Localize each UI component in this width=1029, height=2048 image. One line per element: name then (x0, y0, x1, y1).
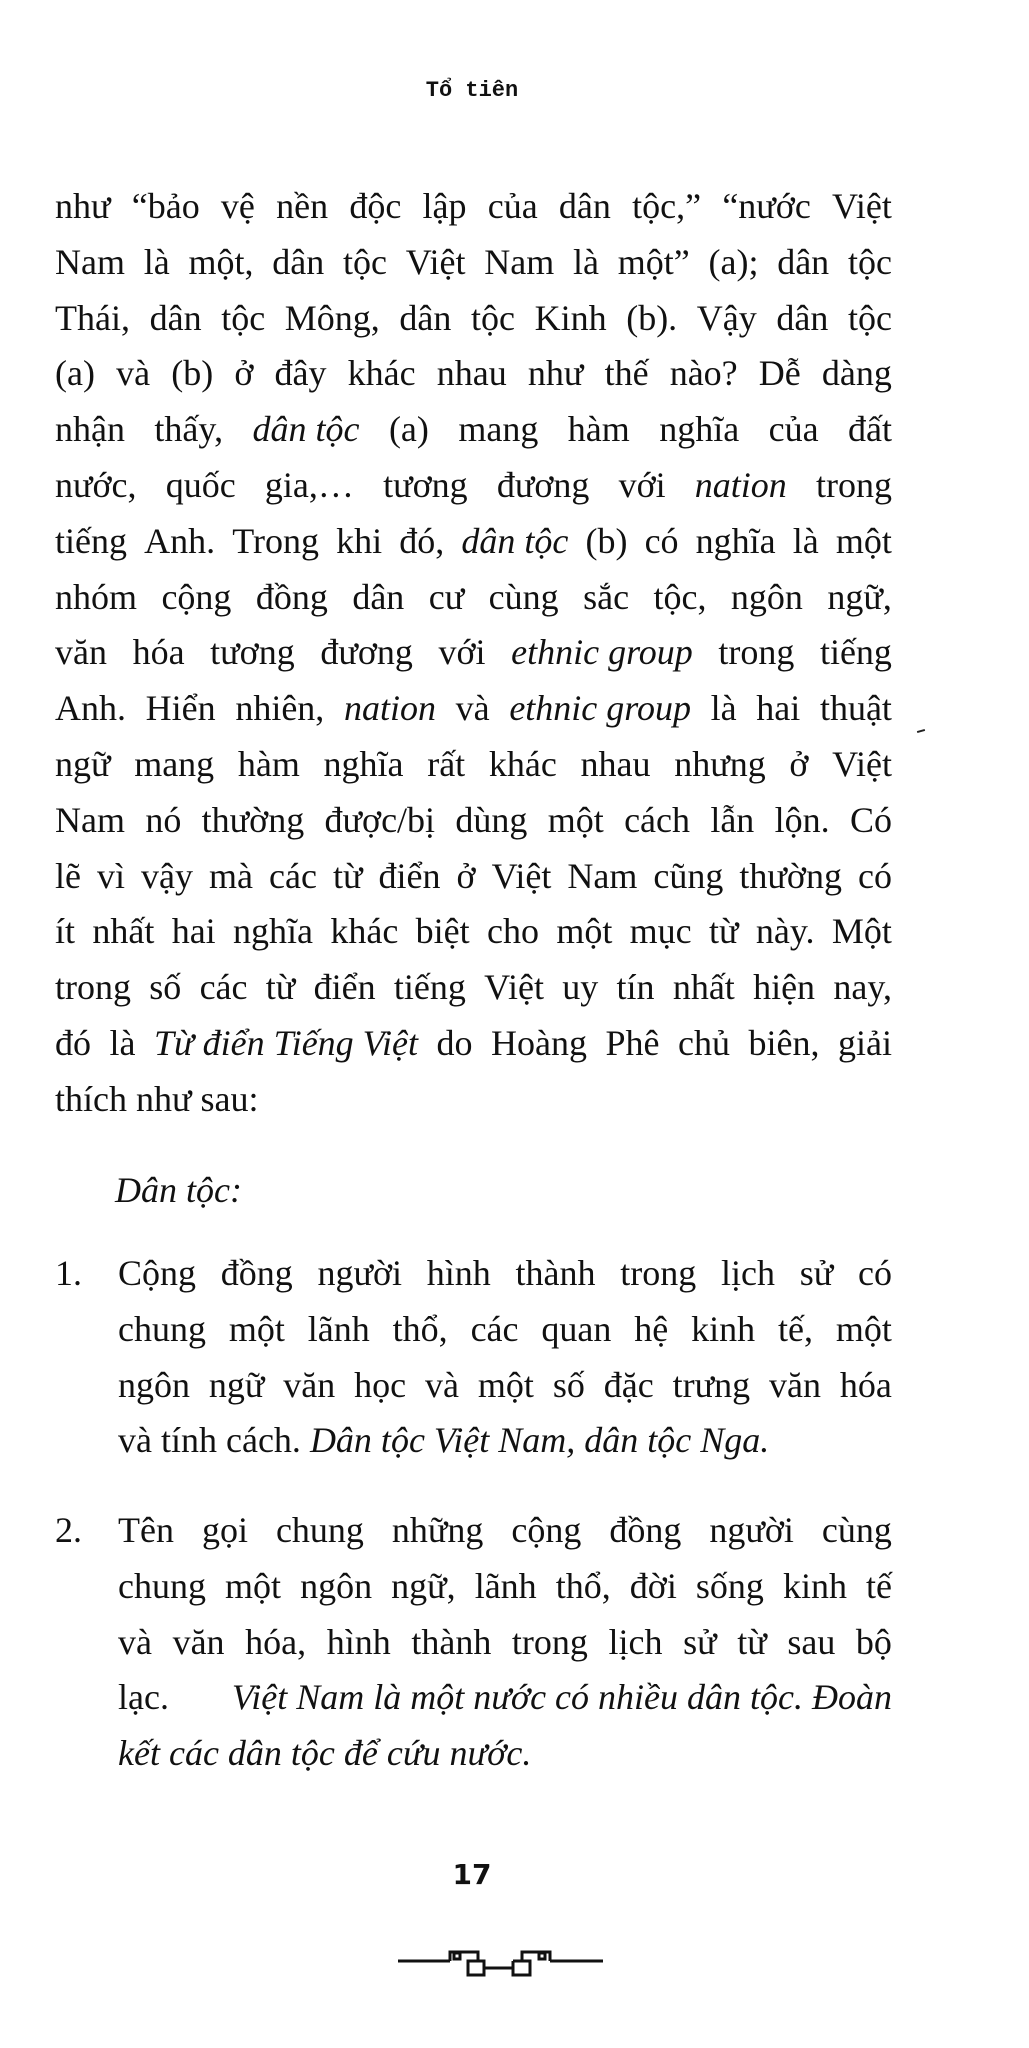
word: Nam (55, 242, 125, 282)
word: thổ, (555, 1566, 611, 1606)
word: người (317, 1253, 403, 1293)
word: cùng (821, 1510, 892, 1550)
word: lãnh (474, 1566, 537, 1606)
definition-line (118, 1502, 892, 1558)
paragraph-line (55, 234, 892, 290)
word: (b) (585, 521, 628, 561)
word: tương (383, 465, 468, 505)
word: rất (427, 744, 466, 784)
word: hai (171, 911, 216, 951)
word: tiếng (393, 967, 466, 1007)
word: hàm (237, 744, 300, 784)
word: Dễ (758, 353, 801, 393)
word: sau: (200, 1079, 259, 1119)
word: cùng (488, 577, 559, 617)
word: uy (562, 967, 599, 1007)
word: chung (275, 1510, 364, 1550)
word: lẫn (710, 800, 755, 840)
word: nó (145, 800, 182, 840)
word: tộc, (653, 577, 707, 617)
word: tiếng (819, 632, 892, 672)
word: sắc (583, 577, 630, 617)
word: Tên (118, 1510, 174, 1550)
word: Kinh (534, 298, 607, 338)
word: dân tộc (461, 521, 569, 561)
paragraph-line (55, 178, 892, 234)
word: nào? (669, 353, 738, 393)
word: đất (848, 409, 892, 449)
word: là (109, 1023, 136, 1063)
word: biên, (748, 1023, 820, 1063)
word: kết các dân tộc để cứu nước. (118, 1733, 532, 1773)
word: Một (831, 911, 892, 951)
word: thế (604, 353, 649, 393)
word: và (118, 1622, 152, 1662)
word: Hoàng (491, 1023, 587, 1063)
word: biệt (415, 911, 470, 951)
word: đây (274, 353, 327, 393)
word: ethnic group (511, 632, 693, 672)
word: cũng (653, 856, 724, 896)
paragraph-line (55, 1015, 892, 1071)
paragraph-line (55, 569, 892, 625)
word: đồng (255, 577, 328, 617)
word: khi (336, 521, 383, 561)
definition-line (118, 1412, 892, 1468)
word: là (573, 242, 599, 282)
word: mang (458, 409, 539, 449)
word: trong (718, 632, 795, 672)
word: “nước (722, 186, 811, 226)
word: một (225, 1566, 282, 1606)
word: ngôn (118, 1365, 190, 1405)
word: cho (486, 911, 539, 951)
paragraph-line (55, 290, 892, 346)
word: (a); (708, 242, 759, 282)
word: tương (210, 632, 295, 672)
word: sử (683, 1622, 717, 1662)
word: trong (816, 465, 892, 505)
word: giải (838, 1023, 892, 1063)
word: Mông, (284, 298, 380, 338)
word: nation (343, 688, 436, 728)
word: những (391, 1510, 484, 1550)
word: quốc (165, 465, 236, 505)
word: nghĩa (323, 744, 404, 784)
word: sử (799, 1253, 834, 1293)
word: ngôn (300, 1566, 373, 1606)
word: nhau (436, 353, 507, 393)
word: (a) (388, 409, 429, 449)
word: thấy, (154, 409, 224, 449)
word: Việt (491, 856, 552, 896)
word: ngữ, (391, 1566, 456, 1606)
word: dàng (821, 353, 892, 393)
word: hàm (567, 409, 630, 449)
list-number: 1. (55, 1253, 82, 1293)
word: là (710, 688, 737, 728)
word: lịch (608, 1622, 663, 1662)
word: Vậy (696, 298, 757, 338)
word: Dân tộc Việt Nam, dân tộc Nga. (309, 1420, 770, 1460)
paragraph-line (55, 848, 892, 904)
word: lập (422, 186, 467, 226)
word: chủ (678, 1023, 730, 1063)
word: như (527, 353, 584, 393)
word: thường (201, 800, 305, 840)
word: nhưng (674, 744, 766, 784)
word: “bảo (131, 186, 200, 226)
word: Cộng (118, 1253, 197, 1293)
word: một (556, 911, 613, 951)
word: là (792, 521, 819, 561)
word: dân (352, 577, 405, 617)
word: nghĩa (233, 911, 313, 951)
paragraph-line (55, 903, 892, 959)
word: này. (755, 911, 815, 951)
word: đời (629, 1566, 677, 1606)
word: dân (272, 242, 325, 282)
word: dân tộc (252, 409, 360, 449)
word: văn (283, 1365, 336, 1405)
word: sau (787, 1622, 836, 1662)
word: nay, (833, 967, 892, 1007)
word: một (835, 1309, 892, 1349)
word: trưng (672, 1365, 751, 1405)
word: tính (160, 1420, 217, 1460)
word: hình (326, 1622, 391, 1662)
word: đồng (609, 1510, 682, 1550)
word: đó (55, 1023, 91, 1063)
word: Nam (55, 800, 125, 840)
word: nghĩa (695, 521, 776, 561)
word: từ (332, 856, 363, 896)
word: cách (624, 800, 690, 840)
definition-line (118, 1357, 892, 1413)
word: ở (234, 353, 254, 393)
word: chung (118, 1566, 206, 1606)
word: Nam (484, 242, 555, 282)
word: Nam (567, 856, 638, 896)
word: ngữ, (827, 577, 892, 617)
word: văn (55, 632, 107, 672)
word: được/bị (324, 800, 436, 840)
word: từ (737, 1622, 767, 1662)
word: Thái, (55, 298, 130, 338)
word: tộc (342, 242, 387, 282)
paragraph-line (55, 401, 892, 457)
word: độc (349, 186, 402, 226)
word: Hiển (145, 688, 216, 728)
word: và (116, 353, 151, 393)
word: cộng (511, 1510, 582, 1550)
word: một (228, 1309, 285, 1349)
word: nhiên, (235, 688, 325, 728)
word: số (149, 967, 182, 1007)
paragraph-line (55, 792, 892, 848)
word: các (470, 1309, 519, 1349)
word: học (354, 1365, 407, 1405)
word: cộng (161, 577, 232, 617)
word: ngôn (730, 577, 803, 617)
definition-line (118, 1669, 892, 1725)
word: hai (756, 688, 801, 728)
word: tiếng (55, 521, 127, 561)
page-number: 17 (452, 1858, 492, 1891)
word: hóa (839, 1365, 892, 1405)
ornament-divider-icon (398, 1948, 603, 1980)
word: do (436, 1023, 473, 1063)
word: một (547, 800, 604, 840)
definition-line (118, 1725, 892, 1781)
word: tín (616, 967, 655, 1007)
word: thích (55, 1079, 127, 1119)
word: Từ điển Tiếng Việt (154, 1023, 418, 1063)
word: như (55, 186, 111, 226)
word: có (857, 1253, 892, 1293)
word: nhau (580, 744, 651, 784)
word: trong (511, 1622, 588, 1662)
list-number: 2. (55, 1510, 82, 1550)
word: nghĩa (659, 409, 740, 449)
word: tộc (847, 298, 892, 338)
word: lạc. (118, 1677, 169, 1717)
word: vậy (141, 856, 194, 896)
word: trong (55, 967, 131, 1007)
word: Trong (232, 521, 319, 561)
word: Phê (605, 1023, 660, 1063)
word: Anh. (55, 688, 126, 728)
word: đồng (220, 1253, 293, 1293)
word: thuật (819, 688, 892, 728)
word: sống (695, 1566, 764, 1606)
word: từ (265, 967, 296, 1007)
word: đương (496, 465, 590, 505)
word: dân (558, 186, 611, 226)
word: nền (276, 186, 329, 226)
word: ở (789, 744, 809, 784)
word: Anh. (144, 521, 216, 561)
paragraph-line (55, 457, 892, 513)
word: hệ (634, 1309, 669, 1349)
word: ngữ (55, 744, 111, 784)
word: nhóm (55, 577, 138, 617)
word: nation (694, 465, 787, 505)
paragraph-line (55, 513, 892, 569)
running-header: Tổ tiên (425, 78, 519, 103)
word: ethnic group (509, 688, 691, 728)
word: và (455, 688, 490, 728)
word: kinh (782, 1566, 847, 1606)
word: điển (313, 967, 376, 1007)
word: khác (330, 911, 399, 951)
word: tế (866, 1566, 892, 1606)
word: quan (541, 1309, 612, 1349)
word: như (135, 1079, 192, 1119)
word: đó, (399, 521, 445, 561)
word: vệ (220, 186, 255, 226)
definition-line (118, 1301, 892, 1357)
word: tộc (221, 298, 266, 338)
word: Việt Nam là một nước có nhiều dân tộc. Đoàn (231, 1677, 892, 1717)
word: chung (118, 1309, 206, 1349)
definition-line (118, 1558, 892, 1614)
word: (b). (626, 298, 678, 338)
word: gọi (201, 1510, 248, 1550)
word: văn (769, 1365, 821, 1405)
word: một” (617, 242, 690, 282)
word: vì (97, 856, 126, 896)
word: cách. (226, 1420, 301, 1460)
word: mang (134, 744, 215, 784)
word: người (709, 1510, 794, 1550)
word: hóa, (245, 1622, 307, 1662)
word: các (269, 856, 317, 896)
word: và (425, 1365, 460, 1405)
definition-line (118, 1614, 892, 1670)
word: các (199, 967, 248, 1007)
word: đặc (603, 1365, 654, 1405)
paragraph-line (55, 1071, 892, 1127)
word: nước, (55, 465, 137, 505)
word: lẽ (55, 856, 81, 896)
word: thành (411, 1622, 492, 1662)
word: ít (55, 911, 76, 951)
word: Việt (832, 744, 892, 784)
paragraph-line (55, 736, 892, 792)
paragraph-line (55, 624, 892, 680)
word: lộn. (774, 800, 830, 840)
word: Việt (405, 242, 466, 282)
word: khác (347, 353, 416, 393)
word: của (768, 409, 819, 449)
word: một (477, 1365, 534, 1405)
word: dùng (455, 800, 528, 840)
word: mà (209, 856, 254, 896)
word: tế, (778, 1309, 814, 1349)
word: Có (849, 800, 892, 840)
word: mục (629, 911, 692, 951)
word: có (858, 856, 892, 896)
word: dân (776, 298, 829, 338)
word: tộc,” (632, 186, 702, 226)
definition-line (118, 1245, 892, 1301)
definition-heading (115, 1162, 952, 1218)
word: văn (172, 1622, 225, 1662)
word: bộ (855, 1622, 892, 1662)
paragraph-line (55, 959, 892, 1015)
word: dân (399, 298, 452, 338)
word: nhận (55, 409, 125, 449)
word: hình (426, 1253, 491, 1293)
word: nhất (672, 967, 735, 1007)
word: có (644, 521, 679, 561)
word: đương (320, 632, 413, 672)
word: gia,… (264, 465, 354, 505)
word: dân (149, 298, 202, 338)
word: hiện (753, 967, 816, 1007)
word: số (552, 1365, 585, 1405)
word: và (118, 1420, 152, 1460)
word: (a) (55, 353, 95, 393)
word: thường (739, 856, 842, 896)
word: lịch (720, 1253, 775, 1293)
word: (b) (171, 353, 214, 393)
word: ngữ (208, 1365, 265, 1405)
word: trong (620, 1253, 697, 1293)
word: ở (456, 856, 476, 896)
word: thành (515, 1253, 596, 1293)
word: với (438, 632, 486, 672)
word: điển (378, 856, 441, 896)
word: cư (428, 577, 465, 617)
word: của (487, 186, 538, 226)
word: với (618, 465, 666, 505)
scan-mark (917, 729, 925, 733)
word: tộc (847, 242, 892, 282)
word: Việt (484, 967, 544, 1007)
word: khác (488, 744, 557, 784)
word: thổ, (392, 1309, 448, 1349)
word: lãnh (307, 1309, 370, 1349)
paragraph-line (55, 680, 892, 736)
word: kinh (691, 1309, 756, 1349)
word: một (835, 521, 892, 561)
word: một, (188, 242, 254, 282)
word: là (143, 242, 170, 282)
word: từ (709, 911, 739, 951)
word: Việt (832, 186, 892, 226)
word: nhất (92, 911, 155, 951)
paragraph-line (55, 345, 892, 401)
definition-heading-text: Dân tộc: (115, 1170, 242, 1210)
word: dân (777, 242, 830, 282)
word: tộc (471, 298, 515, 338)
word: hóa (132, 632, 185, 672)
